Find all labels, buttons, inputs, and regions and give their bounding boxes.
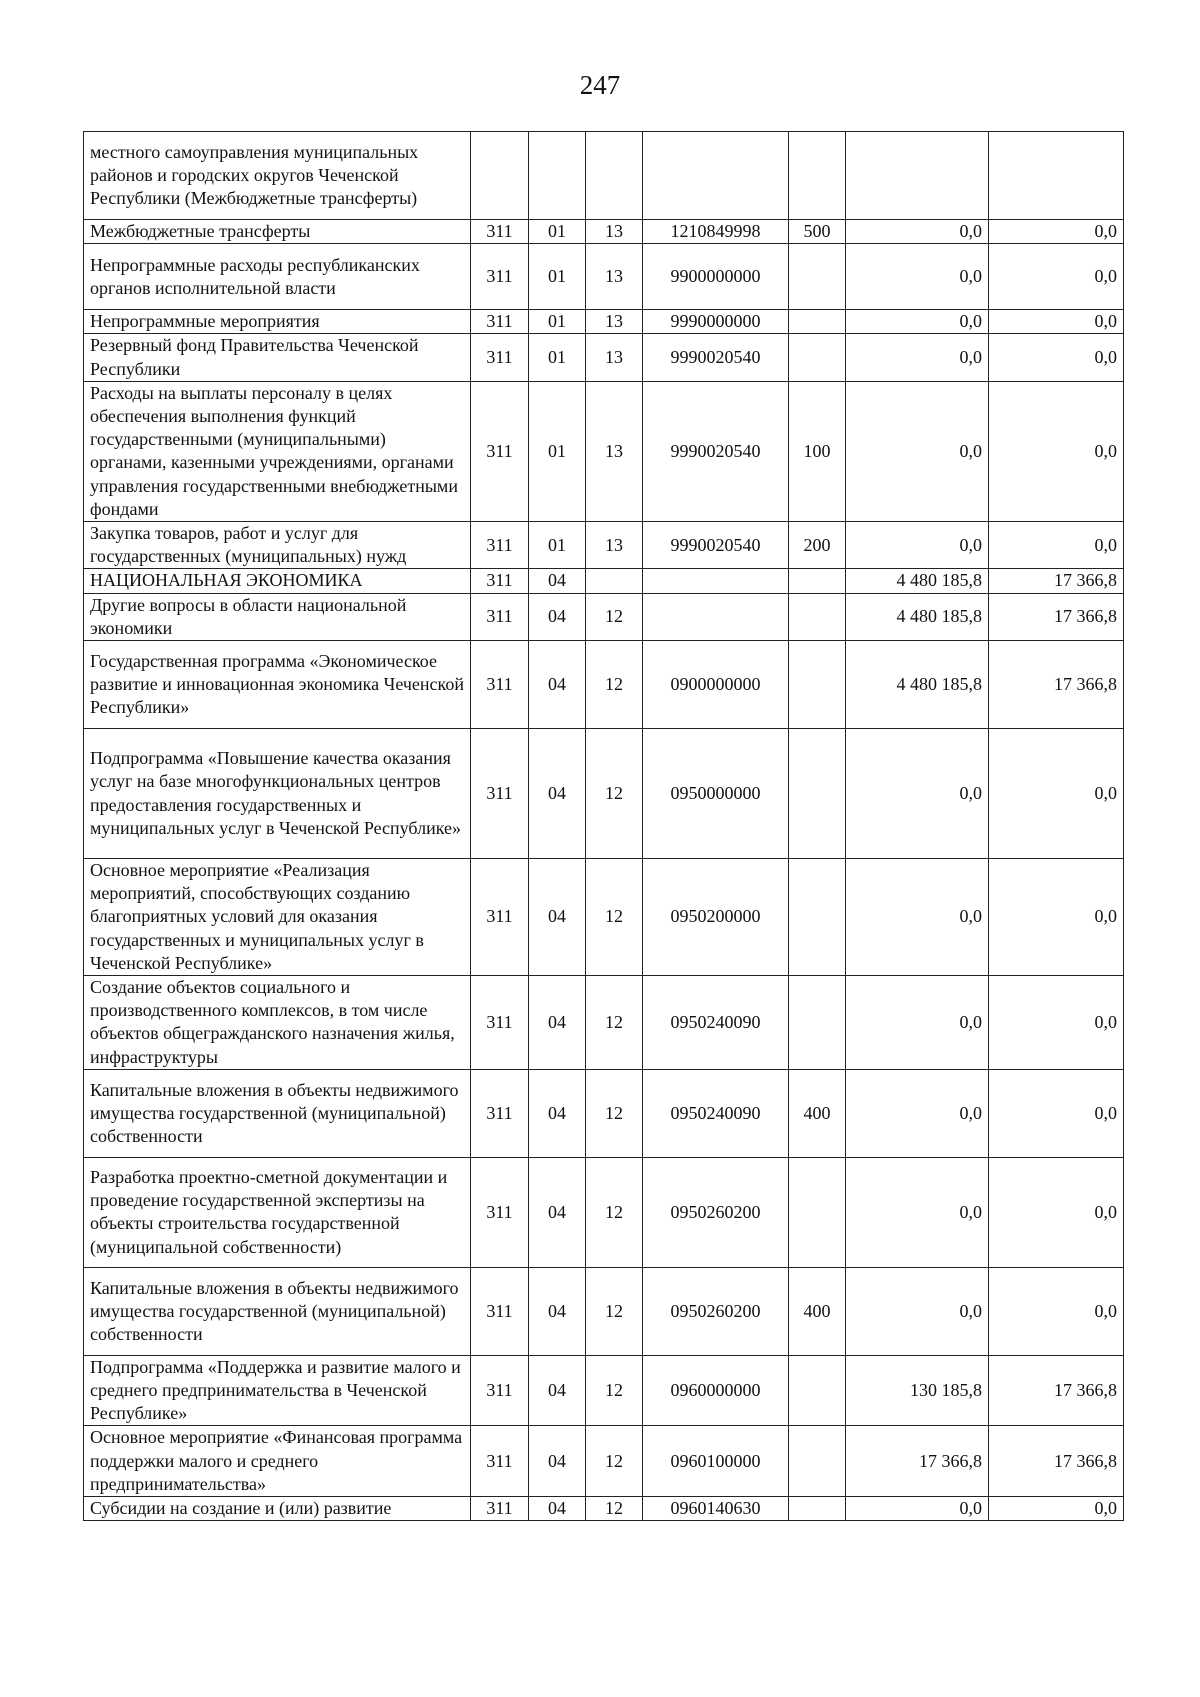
target-article-cell [643, 569, 789, 593]
section-code-cell: 04 [529, 1426, 586, 1497]
subsection-code-cell: 13 [586, 244, 643, 310]
table-row [84, 1069, 1124, 1157]
section-code-cell: 04 [529, 593, 586, 640]
expense-type-cell [789, 859, 846, 976]
amount-second-cell: 0,0 [989, 859, 1124, 976]
expense-name-cell: Субсидии на создание и (или) развитие [84, 1497, 471, 1521]
section-code-cell: 01 [529, 522, 586, 569]
ministry-code-cell: 311 [471, 593, 529, 640]
subsection-code-cell: 12 [586, 1497, 643, 1521]
target-article-cell: 0950260200 [643, 1267, 789, 1355]
section-code-cell [529, 132, 586, 220]
expense-type-cell [789, 1497, 846, 1521]
amount-second-cell: 0,0 [989, 976, 1124, 1070]
amount-first-cell: 0,0 [846, 310, 989, 334]
amount-first-cell: 0,0 [846, 729, 989, 859]
table-row [84, 334, 1124, 381]
ministry-code-cell: 311 [471, 522, 529, 569]
table-row [84, 1497, 1124, 1521]
expense-type-cell [789, 244, 846, 310]
expense-name-cell: Подпрограмма «Повышение качества оказания услуг на базе многофункциональных центров предоставления государственных и муниципальных услуг в Чеченской Республике» [84, 729, 471, 859]
amount-second-cell: 17 366,8 [989, 641, 1124, 729]
expense-type-cell: 200 [789, 522, 846, 569]
expense-name-cell: Основное мероприятие «Финансовая программа поддержки малого и среднего предпринимательства» [84, 1426, 471, 1497]
section-code-cell: 04 [529, 976, 586, 1070]
expense-name-cell: Закупка товаров, работ и услуг для государственных (муниципальных) нужд [84, 522, 471, 569]
target-article-cell: 9990020540 [643, 522, 789, 569]
target-article-cell [643, 593, 789, 640]
ministry-code-cell: 311 [471, 1497, 529, 1521]
target-article-cell: 0950240090 [643, 976, 789, 1070]
ministry-code-cell: 311 [471, 334, 529, 381]
expense-name-cell: НАЦИОНАЛЬНАЯ ЭКОНОМИКА [84, 569, 471, 593]
expense-name-cell: Создание объектов социального и производственного комплексов, в том числе объектов общегражданского назначения жилья, инфраструктуры [84, 976, 471, 1070]
table-row [84, 522, 1124, 569]
expense-type-cell: 400 [789, 1069, 846, 1157]
section-code-cell: 01 [529, 244, 586, 310]
amount-second-cell: 0,0 [989, 1157, 1124, 1267]
expense-name-cell: Межбюджетные трансферты [84, 220, 471, 244]
target-article-cell: 9990020540 [643, 334, 789, 381]
budget-table [83, 131, 1124, 1521]
ministry-code-cell: 311 [471, 729, 529, 859]
subsection-code-cell: 12 [586, 1069, 643, 1157]
target-article-cell: 0960100000 [643, 1426, 789, 1497]
subsection-code-cell: 13 [586, 334, 643, 381]
subsection-code-cell: 12 [586, 641, 643, 729]
ministry-code-cell: 311 [471, 381, 529, 521]
table-row [84, 593, 1124, 640]
amount-second-cell: 17 366,8 [989, 593, 1124, 640]
ministry-code-cell: 311 [471, 1355, 529, 1426]
ministry-code-cell: 311 [471, 1069, 529, 1157]
expense-type-cell [789, 1157, 846, 1267]
section-code-cell: 01 [529, 334, 586, 381]
expense-type-cell [789, 641, 846, 729]
amount-second-cell: 0,0 [989, 1267, 1124, 1355]
table-row [84, 1157, 1124, 1267]
ministry-code-cell: 311 [471, 641, 529, 729]
target-article-cell: 0950200000 [643, 859, 789, 976]
section-code-cell: 01 [529, 310, 586, 334]
table-row [84, 859, 1124, 976]
page-number: 247 [579, 70, 621, 100]
section-code-cell: 04 [529, 859, 586, 976]
table-row [84, 132, 1124, 220]
amount-first-cell: 4 480 185,8 [846, 641, 989, 729]
target-article-cell: 0950240090 [643, 1069, 789, 1157]
expense-name-cell: Непрограммные расходы республиканских органов исполнительной власти [84, 244, 471, 310]
amount-first-cell: 17 366,8 [846, 1426, 989, 1497]
expense-name-cell: Основное мероприятие «Реализация мероприятий, способствующих созданию благоприятных условий для оказания государственных и муниципальных услуг в Чеченской Республике» [84, 859, 471, 976]
target-article-cell: 0900000000 [643, 641, 789, 729]
amount-second-cell: 0,0 [989, 729, 1124, 859]
subsection-code-cell [586, 569, 643, 593]
section-code-cell: 04 [529, 569, 586, 593]
subsection-code-cell: 12 [586, 1355, 643, 1426]
subsection-code-cell: 13 [586, 220, 643, 244]
table-row [84, 641, 1124, 729]
ministry-code-cell: 311 [471, 1426, 529, 1497]
table-row [84, 1426, 1124, 1497]
section-code-cell: 04 [529, 641, 586, 729]
expense-name-cell: Другие вопросы в области национальной экономики [84, 593, 471, 640]
ministry-code-cell: 311 [471, 1267, 529, 1355]
expense-type-cell [789, 569, 846, 593]
amount-first-cell: 0,0 [846, 1157, 989, 1267]
table-row [84, 976, 1124, 1070]
target-article-cell: 9900000000 [643, 244, 789, 310]
amount-second-cell [989, 132, 1124, 220]
target-article-cell [643, 132, 789, 220]
amount-second-cell: 0,0 [989, 334, 1124, 381]
amount-second-cell: 0,0 [989, 310, 1124, 334]
expense-type-cell [789, 593, 846, 640]
table-row [84, 729, 1124, 859]
amount-second-cell: 0,0 [989, 381, 1124, 521]
target-article-cell: 1210849998 [643, 220, 789, 244]
ministry-code-cell: 311 [471, 976, 529, 1070]
amount-second-cell: 0,0 [989, 522, 1124, 569]
amount-first-cell: 0,0 [846, 859, 989, 976]
table-row [84, 220, 1124, 244]
amount-first-cell: 0,0 [846, 1497, 989, 1521]
expense-type-cell [789, 310, 846, 334]
amount-second-cell: 17 366,8 [989, 569, 1124, 593]
table-row [84, 1267, 1124, 1355]
amount-first-cell: 130 185,8 [846, 1355, 989, 1426]
target-article-cell: 9990000000 [643, 310, 789, 334]
amount-second-cell: 0,0 [989, 1069, 1124, 1157]
amount-first-cell: 0,0 [846, 220, 989, 244]
expense-type-cell: 400 [789, 1267, 846, 1355]
ministry-code-cell: 311 [471, 859, 529, 976]
subsection-code-cell [586, 132, 643, 220]
subsection-code-cell: 13 [586, 310, 643, 334]
subsection-code-cell: 12 [586, 1157, 643, 1267]
section-code-cell: 01 [529, 381, 586, 521]
section-code-cell: 04 [529, 1069, 586, 1157]
ministry-code-cell: 311 [471, 220, 529, 244]
subsection-code-cell: 12 [586, 859, 643, 976]
section-code-cell: 04 [529, 1267, 586, 1355]
expense-name-cell: Подпрограмма «Поддержка и развитие малого и среднего предпринимательства в Чеченской Республике» [84, 1355, 471, 1426]
amount-second-cell: 17 366,8 [989, 1426, 1124, 1497]
subsection-code-cell: 12 [586, 1267, 643, 1355]
amount-second-cell: 0,0 [989, 1497, 1124, 1521]
amount-first-cell: 0,0 [846, 1069, 989, 1157]
subsection-code-cell: 12 [586, 976, 643, 1070]
expense-name-cell: Резервный фонд Правительства Чеченской Республики [84, 334, 471, 381]
amount-second-cell: 0,0 [989, 244, 1124, 310]
amount-first-cell: 4 480 185,8 [846, 569, 989, 593]
expense-name-cell: Государственная программа «Экономическое развитие и инновационная экономика Чеченской Республики» [84, 641, 471, 729]
expense-type-cell: 100 [789, 381, 846, 521]
amount-first-cell: 0,0 [846, 381, 989, 521]
expense-name-cell: местного самоуправления муниципальных районов и городских округов Чеченской Республики (Межбюджетные трансферты) [84, 132, 471, 220]
subsection-code-cell: 12 [586, 1426, 643, 1497]
subsection-code-cell: 12 [586, 729, 643, 859]
amount-first-cell: 0,0 [846, 334, 989, 381]
target-article-cell: 0960140630 [643, 1497, 789, 1521]
target-article-cell: 9990020540 [643, 381, 789, 521]
table-row [84, 381, 1124, 521]
expense-name-cell: Непрограммные мероприятия [84, 310, 471, 334]
section-code-cell: 04 [529, 1497, 586, 1521]
expense-type-cell: 500 [789, 220, 846, 244]
amount-second-cell: 0,0 [989, 220, 1124, 244]
expense-name-cell: Капитальные вложения в объекты недвижимого имущества государственной (муниципальной) собственности [84, 1069, 471, 1157]
amount-first-cell: 0,0 [846, 976, 989, 1070]
ministry-code-cell: 311 [471, 244, 529, 310]
amount-first-cell: 0,0 [846, 1267, 989, 1355]
ministry-code-cell [471, 132, 529, 220]
target-article-cell: 0960000000 [643, 1355, 789, 1426]
ministry-code-cell: 311 [471, 310, 529, 334]
expense-type-cell [789, 1355, 846, 1426]
expense-name-cell: Капитальные вложения в объекты недвижимого имущества государственной (муниципальной) собственности [84, 1267, 471, 1355]
expense-name-cell: Разработка проектно-сметной документации и проведение государственной экспертизы на объекты строительства государственной (муниципальной собственности) [84, 1157, 471, 1267]
section-code-cell: 04 [529, 1157, 586, 1267]
ministry-code-cell: 311 [471, 569, 529, 593]
target-article-cell: 0950000000 [643, 729, 789, 859]
section-code-cell: 01 [529, 220, 586, 244]
expense-type-cell [789, 334, 846, 381]
amount-first-cell: 0,0 [846, 244, 989, 310]
section-code-cell: 04 [529, 1355, 586, 1426]
ministry-code-cell: 311 [471, 1157, 529, 1267]
expense-name-cell: Расходы на выплаты персоналу в целях обеспечения выполнения функций государственными (муниципальными) органами, казенными учреждениями, органами управления государственными внебюджетными фондами [84, 381, 471, 521]
table-row [84, 569, 1124, 593]
table-row [84, 310, 1124, 334]
expense-type-cell [789, 976, 846, 1070]
amount-first-cell [846, 132, 989, 220]
table-row [84, 244, 1124, 310]
expense-type-cell [789, 729, 846, 859]
amount-second-cell: 17 366,8 [989, 1355, 1124, 1426]
expense-type-cell [789, 1426, 846, 1497]
section-code-cell: 04 [529, 729, 586, 859]
table-row [84, 1355, 1124, 1426]
amount-first-cell: 4 480 185,8 [846, 593, 989, 640]
subsection-code-cell: 13 [586, 522, 643, 569]
amount-first-cell: 0,0 [846, 522, 989, 569]
budget-table-body [84, 132, 1124, 1521]
target-article-cell: 0950260200 [643, 1157, 789, 1267]
expense-type-cell [789, 132, 846, 220]
subsection-code-cell: 13 [586, 381, 643, 521]
subsection-code-cell: 12 [586, 593, 643, 640]
